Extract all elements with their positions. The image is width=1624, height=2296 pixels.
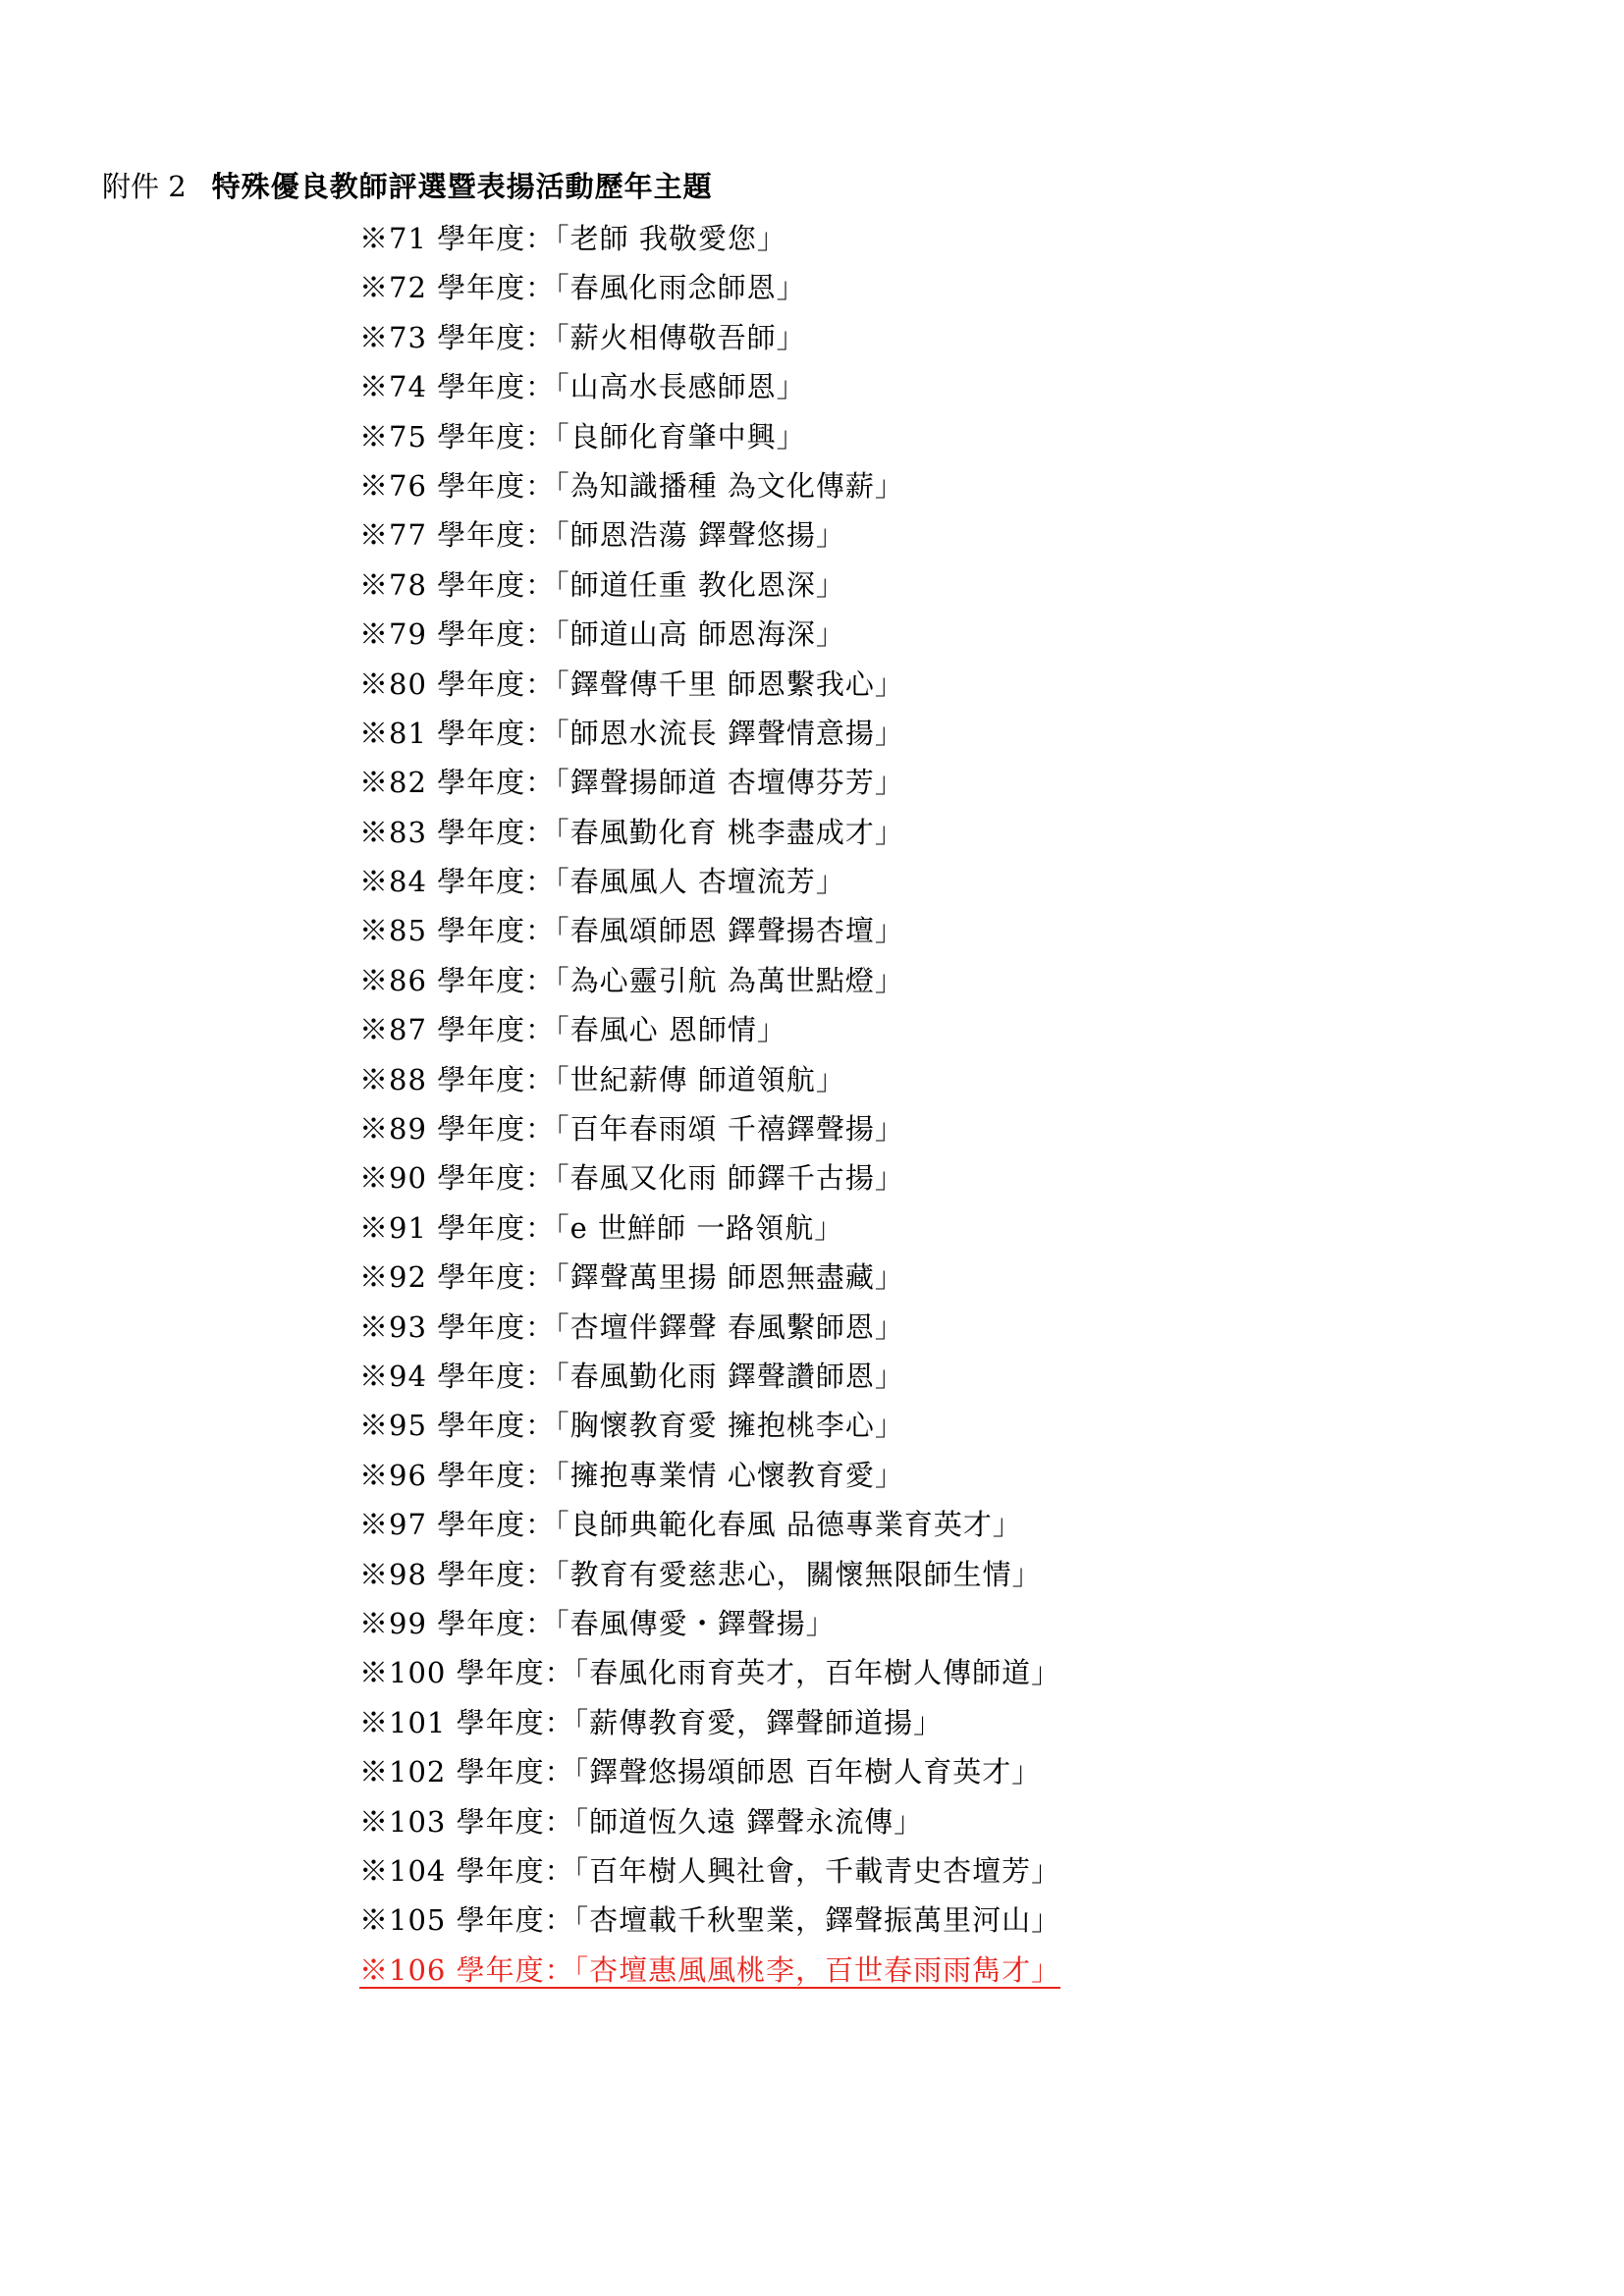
list-item-text: ※98 學年度：「教育有愛慈悲心，關懷無限師生情」	[359, 1557, 1042, 1591]
list-item-text: ※76 學年度：「為知識播種 為文化傳薪」	[359, 468, 904, 503]
list-item-text: ※96 學年度：「擁抱專業情 心懷教育愛」	[359, 1458, 904, 1492]
list-item-text: ※105 學年度：「杏壇載千秋聖業，鐸聲振萬里河山」	[359, 1903, 1061, 1938]
list-item-text: ※74 學年度：「山高水長感師恩」	[359, 370, 806, 404]
list-item	[359, 610, 1060, 659]
list-item	[359, 857, 1060, 906]
list-item	[359, 808, 1060, 857]
list-item	[359, 956, 1060, 1005]
list-item-text: ※102 學年度：「鐸聲悠揚頌師恩 百年樹人育英才」	[359, 1755, 1042, 1789]
list-item	[359, 1797, 1060, 1846]
list-item	[359, 1153, 1060, 1202]
list-item-text: ※80 學年度：「鐸聲傳千里 師恩繫我心」	[359, 667, 904, 701]
attachment-label: 附件 2	[102, 170, 187, 203]
list-item	[359, 1698, 1060, 1747]
list-item-text: ※71 學年度：「老師 我敬愛您」	[359, 222, 786, 255]
list-item-text: ※79 學年度：「師道山高 師恩海深」	[359, 617, 845, 652]
list-item	[359, 1005, 1060, 1054]
list-item	[359, 1352, 1060, 1401]
list-item	[359, 510, 1060, 560]
list-item-text: ※88 學年度：「世紀薪傳 師道領航」	[359, 1062, 845, 1096]
list-item-text: ※97 學年度：「良師典範化春風 品德專業育英才」	[359, 1508, 1022, 1542]
list-item-text: ※72 學年度：「春風化雨念師恩」	[359, 271, 806, 305]
list-item-text: ※99 學年度：「春風傳愛・鐸聲揚」	[359, 1606, 836, 1640]
list-item-text: ※78 學年度：「師道任重 教化恩深」	[359, 567, 845, 602]
list-item	[359, 1104, 1060, 1153]
list-item	[359, 1500, 1060, 1549]
list-item-text: ※95 學年度：「胸懷教育愛 擁抱桃李心」	[359, 1409, 904, 1443]
list-item	[359, 561, 1060, 610]
list-item	[359, 1401, 1060, 1450]
list-item	[359, 1846, 1060, 1896]
list-item-text: ※101 學年度：「薪傳教育愛，鐸聲師道揚」	[359, 1705, 944, 1739]
list-item-text: ※103 學年度：「師道恆久遠 鐸聲永流傳」	[359, 1804, 924, 1839]
list-item-text: ※93 學年度：「杏壇伴鐸聲 春風繫師恩」	[359, 1309, 904, 1344]
list-item-highlighted	[359, 1946, 1060, 1995]
list-item	[359, 461, 1060, 510]
theme-list	[359, 214, 1060, 1995]
list-item-text: ※106 學年度：「杏壇惠風風桃李，百世春雨雨雋才」	[359, 1952, 1061, 1987]
document-title: 特殊優良教師評選暨表揚活動歷年主題	[211, 170, 713, 203]
list-item-text: ※87 學年度：「春風心 恩師情」	[359, 1013, 786, 1047]
list-item-text: ※75 學年度：「良師化育肇中興」	[359, 419, 806, 454]
list-item-text: ※86 學年度：「為心靈引航 為萬世點燈」	[359, 963, 904, 997]
list-item-text: ※89 學年度：「百年春雨頌 千禧鐸聲揚」	[359, 1112, 904, 1147]
list-item-text: ※104 學年度：「百年樹人興社會，千載青史杏壇芳」	[359, 1853, 1061, 1888]
list-item-text: ※100 學年度：「春風化雨育英才，百年樹人傳師道」	[359, 1656, 1061, 1690]
list-item	[359, 1203, 1060, 1253]
list-item-text: ※73 學年度：「薪火相傳敬吾師」	[359, 320, 806, 354]
list-item	[359, 1451, 1060, 1500]
document-header	[102, 167, 713, 206]
list-item	[359, 1747, 1060, 1796]
list-item-text: ※77 學年度：「師恩浩蕩 鐸聲悠揚」	[359, 518, 845, 553]
list-item	[359, 1599, 1060, 1648]
list-item-text: ※81 學年度：「師恩水流長 鐸聲情意揚」	[359, 716, 904, 750]
list-item	[359, 1896, 1060, 1945]
list-item-text: ※83 學年度：「春風勤化育 桃李盡成才」	[359, 815, 904, 849]
list-item	[359, 906, 1060, 955]
list-item	[359, 1253, 1060, 1302]
list-item	[359, 1550, 1060, 1599]
list-item	[359, 1055, 1060, 1104]
list-item	[359, 709, 1060, 758]
list-item	[359, 1303, 1060, 1352]
list-item-text: ※85 學年度：「春風頌師恩 鐸聲揚杏壇」	[359, 914, 904, 948]
list-item	[359, 263, 1060, 312]
list-item-text: ※92 學年度：「鐸聲萬里揚 師恩無盡藏」	[359, 1260, 904, 1295]
list-item	[359, 214, 1060, 263]
list-item	[359, 758, 1060, 807]
list-item-text: ※91 學年度：「e 世鮮師 一路領航」	[359, 1210, 844, 1245]
list-item-text: ※90 學年度：「春風又化雨 師鐸千古揚」	[359, 1161, 904, 1196]
list-item	[359, 1648, 1060, 1697]
list-item	[359, 412, 1060, 461]
list-item	[359, 313, 1060, 362]
list-item	[359, 362, 1060, 411]
list-item-text: ※94 學年度：「春風勤化雨 鐸聲讚師恩」	[359, 1359, 904, 1393]
list-item-text: ※84 學年度：「春風風人 杏壇流芳」	[359, 865, 845, 899]
list-item	[359, 660, 1060, 709]
list-item-text: ※82 學年度：「鐸聲揚師道 杏壇傳芬芳」	[359, 766, 904, 800]
